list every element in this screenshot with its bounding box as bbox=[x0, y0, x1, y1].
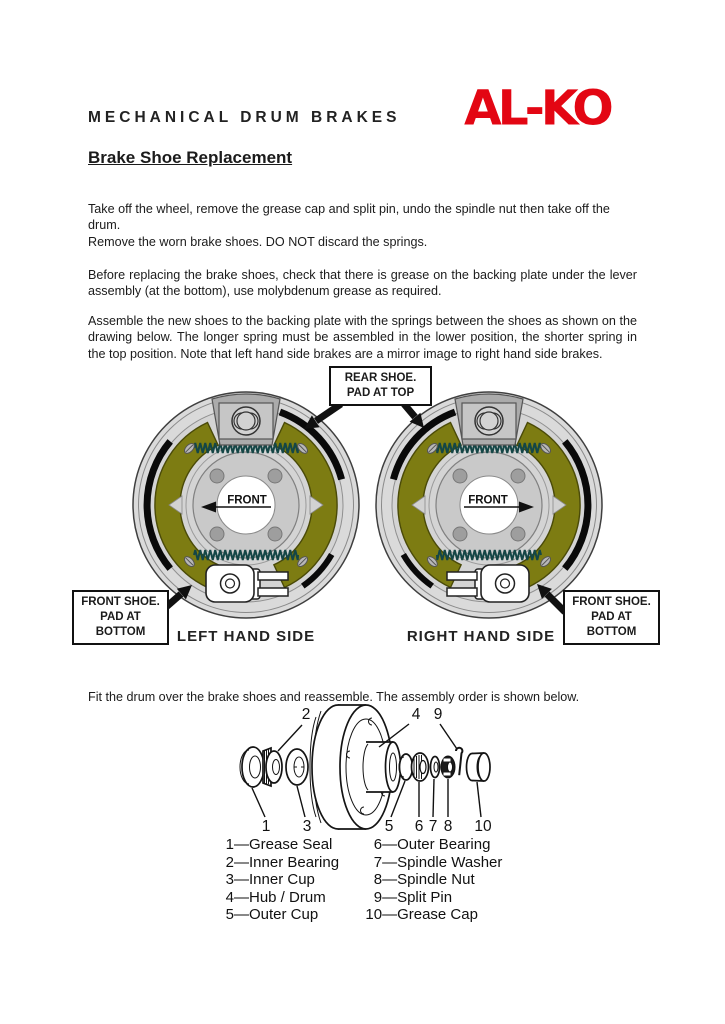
list-item: 10—Grease Cap bbox=[365, 906, 478, 924]
list-item: 7—Spindle Washer bbox=[373, 853, 503, 871]
callout-2: 2 bbox=[301, 706, 311, 723]
exploded-assembly-diagram bbox=[0, 695, 725, 840]
part-spindle-washer bbox=[431, 757, 440, 778]
paragraph-1: Take off the wheel, remove the grease cap and split pin, undo the spindle nut then take off the drum. bbox=[88, 201, 610, 233]
part-split-pin bbox=[456, 748, 462, 775]
list-item: 5—Outer Cup bbox=[225, 906, 319, 924]
parts-list-left-column bbox=[224, 836, 339, 924]
caption-left-hand-side: LEFT HAND SIDE bbox=[176, 628, 316, 645]
front-label-left: FRONT bbox=[227, 494, 267, 507]
front-shoe-line2: PAD AT BOTTOM bbox=[95, 611, 146, 638]
doc-title: MECHANICAL DRUM BRAKES bbox=[88, 109, 401, 126]
list-item: 8—Spindle Nut bbox=[373, 871, 475, 889]
list-item: 2—Inner Bearing bbox=[225, 853, 340, 871]
list-item: 1—Grease Seal bbox=[225, 836, 333, 853]
caption-right-hand-side: RIGHT HAND SIDE bbox=[406, 628, 556, 645]
paragraph-3: Before replacing the brake shoes, check that there is grease on the backing plate under the lever assembly (at the bottom), use molybdenum grease as required. bbox=[88, 267, 637, 299]
part-grease-seal bbox=[240, 747, 264, 787]
callout-5: 5 bbox=[384, 818, 394, 835]
part-outer-bearing bbox=[412, 753, 429, 781]
exploded-svg bbox=[0, 695, 725, 840]
part-hub-drum bbox=[310, 705, 401, 829]
list-item: 3—Inner Cup bbox=[225, 871, 315, 889]
parts-list-right-column bbox=[363, 836, 502, 924]
front-shoe-line1: FRONT SHOE. bbox=[81, 596, 160, 608]
callout-1: 1 bbox=[261, 818, 271, 835]
list-item: 4—Hub / Drum bbox=[225, 888, 326, 906]
callout-4: 4 bbox=[411, 706, 421, 723]
callout-6: 6 bbox=[414, 818, 424, 835]
section-title: Brake Shoe Replacement bbox=[88, 148, 293, 167]
paragraph-4: Assemble the new shoes to the backing plate with the springs between the shoes as shown on the drawing below. The longer spring must be assembled in the lower position, the shorter spring in the top position. Note that left hand side brakes are a mirror image to right hand side brakes. bbox=[88, 313, 637, 362]
part-outer-cup bbox=[399, 754, 412, 780]
callout-3: 3 bbox=[302, 818, 312, 835]
callout-10: 10 bbox=[474, 818, 492, 835]
rear-shoe-line2: PAD AT TOP bbox=[346, 387, 415, 399]
brake-drum-diagram bbox=[0, 360, 725, 660]
front-shoe-line1: FRONT SHOE. bbox=[572, 596, 651, 608]
part-grease-cap bbox=[467, 753, 491, 781]
paragraph-2: Remove the worn brake shoes. DO NOT discard the springs. bbox=[88, 234, 428, 249]
rear-shoe-callout bbox=[329, 366, 432, 406]
callout-9: 9 bbox=[433, 706, 443, 723]
callout-8: 8 bbox=[443, 818, 453, 835]
callout-7: 7 bbox=[428, 818, 438, 835]
parts-list bbox=[224, 836, 502, 924]
part-inner-bearing bbox=[263, 748, 282, 786]
part-spindle-nut bbox=[441, 756, 455, 778]
alko-logo: AL-KO bbox=[464, 80, 610, 137]
front-label-right: FRONT bbox=[468, 494, 508, 507]
part-inner-cup bbox=[286, 749, 308, 785]
list-item: 9—Split Pin bbox=[373, 888, 453, 906]
list-item: 6—Outer Bearing bbox=[373, 836, 491, 853]
front-shoe-line2: PAD AT BOTTOM bbox=[586, 611, 637, 638]
paragraph-5: Fit the drum over the brake shoes and reassemble. The assembly order is shown below. bbox=[88, 689, 580, 704]
rear-shoe-line1: REAR SHOE. bbox=[344, 372, 417, 384]
